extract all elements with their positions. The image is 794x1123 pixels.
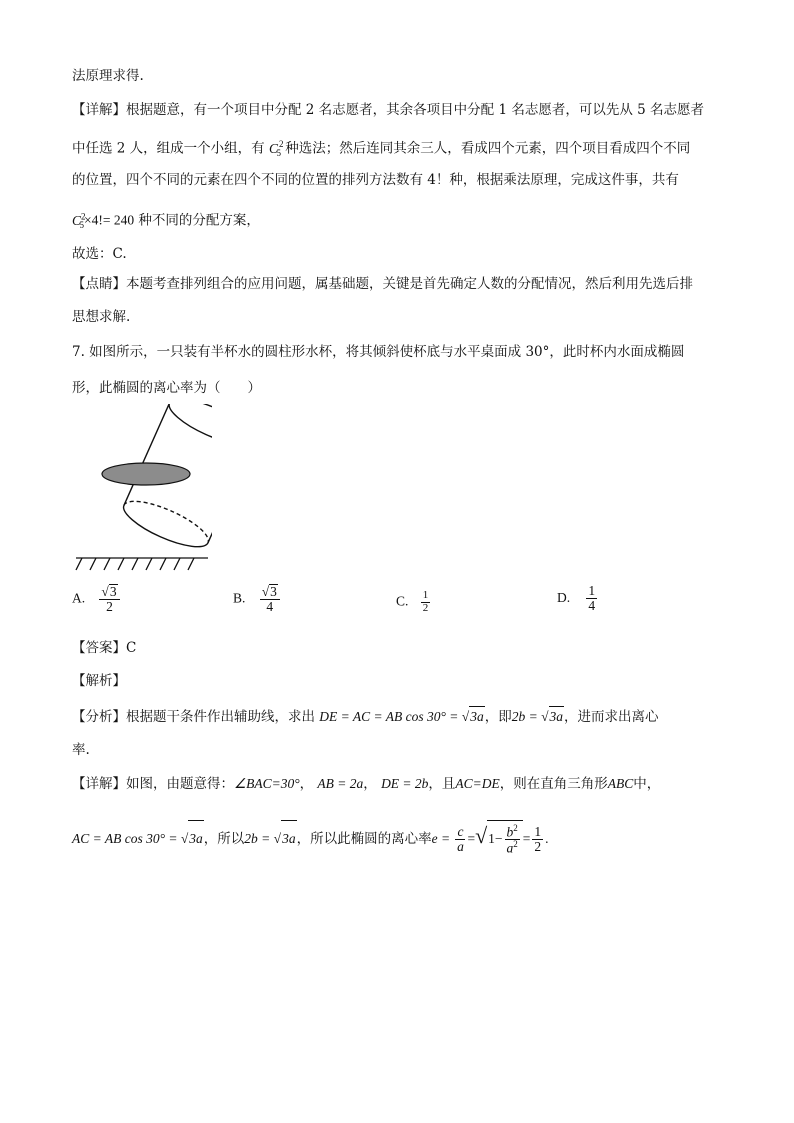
option-d[interactable] — [557, 584, 599, 613]
radicand: 3a — [549, 706, 565, 727]
option-a[interactable] — [72, 584, 122, 614]
combination-symbol — [268, 139, 284, 159]
symbol-c: C — [72, 212, 82, 228]
sqrt-expr: √3a — [181, 831, 204, 846]
fraction — [260, 584, 280, 614]
var-b: b — [506, 824, 514, 840]
text-fragment: ，进而求出离心 — [564, 709, 659, 725]
analysis-heading: 【解析】 — [72, 673, 126, 689]
tilted-cup-figure — [72, 404, 212, 572]
option-label: B. — [233, 590, 246, 606]
text-fragment: 中， — [633, 776, 661, 792]
text-fragment: ，且 — [428, 776, 456, 792]
text-line: 故选：C. — [72, 246, 127, 262]
fraction — [99, 584, 119, 614]
text-line: AC = AB cos 30° = √3a，所以2b = √3a，所以此椭圆的离心率e = $\frac{c}{a}$ =√1− $\frac{b^2}{a^2}$ = $\frac{1}{2}$ . — [72, 818, 549, 857]
sqrt-sign: √ — [475, 823, 488, 848]
fraction-denominator: 2 — [422, 601, 429, 614]
text-line: 率. — [72, 742, 90, 758]
text-fragment: ，所以 — [203, 831, 245, 847]
option-c[interactable] — [396, 590, 432, 614]
text-line: 【详解】如图，由题意得：∠BAC=30°， AB = 2a， DE = 2b，且AC=DE，则在直角三角形ABC中， — [72, 776, 661, 792]
text-line — [72, 134, 690, 163]
text-line: 法原理求得. — [72, 68, 144, 84]
fraction-denominator: 2 — [534, 839, 542, 854]
text-fragment: ，即 — [484, 709, 512, 725]
text-fragment: 种不同的分配方案， — [138, 212, 260, 229]
fraction-numerator: √3 — [99, 584, 119, 600]
option-label: A. — [72, 590, 86, 606]
math-expr: ∠BAC=30° — [234, 776, 300, 791]
fraction — [586, 584, 597, 613]
answer-line: 【答案】C — [72, 640, 137, 656]
math-expr: DE = 2b — [381, 776, 429, 791]
math-expr: ×4!= 240 — [84, 212, 135, 228]
radicand: 3a — [469, 706, 485, 727]
fraction-numerator: √3 — [260, 584, 280, 600]
math-expr: 1− — [488, 831, 503, 846]
symbol-c: C — [268, 140, 278, 156]
sqrt-expr: √3a — [462, 709, 485, 724]
text-fragment: ，所以此椭圆的离心率 — [296, 831, 432, 847]
text-fragment: 种选法；然后连同其余三人，看成四个元素，四个项目看成四个不同 — [285, 140, 691, 157]
math-expr: AC = AB cos 30° = — [72, 831, 181, 846]
radicand: 3a — [188, 820, 204, 857]
fraction — [532, 825, 543, 854]
sqrt-expr: √3a — [274, 831, 297, 846]
table-surface — [76, 558, 208, 570]
text-line: 【详解】根据题意，有一个项目中分配 2 名志愿者，其余各项目中分配 1 名志愿者，可以先从 5 名志愿者 — [72, 102, 705, 118]
var-a: a — [506, 840, 514, 856]
radicand: 3a — [281, 820, 297, 857]
math-expr: ABC — [607, 776, 634, 791]
question-7-text: 形，此椭圆的离心率为（ ） — [72, 380, 261, 396]
fraction-numerator: 1 — [422, 589, 429, 601]
text-line: 的位置，四个不同的元素在四个不同的位置的排列方法数有 4！种，根据乘法原理，完成这件事，共有 — [72, 172, 679, 188]
radicand: 3 — [270, 584, 277, 599]
fraction-numerator: 1 — [588, 583, 596, 598]
fraction-numerator: c — [457, 823, 464, 839]
text-fragment: 【详解】如图，由题意得： — [72, 776, 234, 792]
radicand: 3 — [109, 584, 117, 599]
math-expr: 2b = — [244, 831, 274, 846]
sqrt-expr: √3a — [541, 709, 564, 724]
math-expr: DE = AC = AB cos 30° = — [319, 709, 462, 724]
math-expr: e = — [431, 831, 454, 846]
sub: 5 — [276, 148, 281, 159]
fraction-denominator: 4 — [266, 599, 274, 615]
option-label: C. — [396, 593, 409, 609]
fraction-denominator: 2 — [106, 599, 113, 615]
fraction — [455, 825, 465, 854]
fraction-numerator: 1 — [534, 823, 542, 839]
text-line — [72, 706, 659, 727]
combination-symbol — [72, 211, 86, 231]
text-fragment: 中任选 2 人，组成一个小组，有 — [72, 140, 265, 157]
text-line: 【点睛】本题考查排列组合的应用问题，属基础题，关键是首先确定人数的分配情况，然后利用先选后排 — [72, 276, 693, 292]
sup: 2 — [278, 139, 284, 149]
fraction-denominator: a — [457, 839, 464, 854]
fraction — [421, 590, 431, 614]
text-fragment: ，则在直角三角形 — [499, 776, 608, 792]
sub: 5 — [79, 220, 85, 231]
text-line — [72, 206, 260, 235]
fraction: $\frac{b^2}{a^2}$ — [506, 822, 518, 856]
text-fragment: 【分析】根据题干条件作出辅助线，求出 — [72, 709, 315, 725]
text-line: 思想求解. — [72, 309, 131, 325]
question-7-text: 7. 如图所示，一只装有半杯水的圆柱形水杯，将其倾斜使杯底与水平桌面成 30°，此时杯内水面成椭圆 — [72, 344, 685, 360]
math-expr: AB = 2a — [317, 776, 364, 791]
math-expr: AC=DE — [455, 776, 500, 791]
option-b[interactable] — [233, 584, 282, 614]
radicand — [487, 820, 523, 857]
option-label: D. — [557, 590, 571, 606]
fraction-denominator: 4 — [588, 598, 596, 614]
math-expr: 2b = — [511, 709, 542, 724]
water-surface — [102, 463, 190, 485]
sup: 2 — [81, 211, 86, 221]
